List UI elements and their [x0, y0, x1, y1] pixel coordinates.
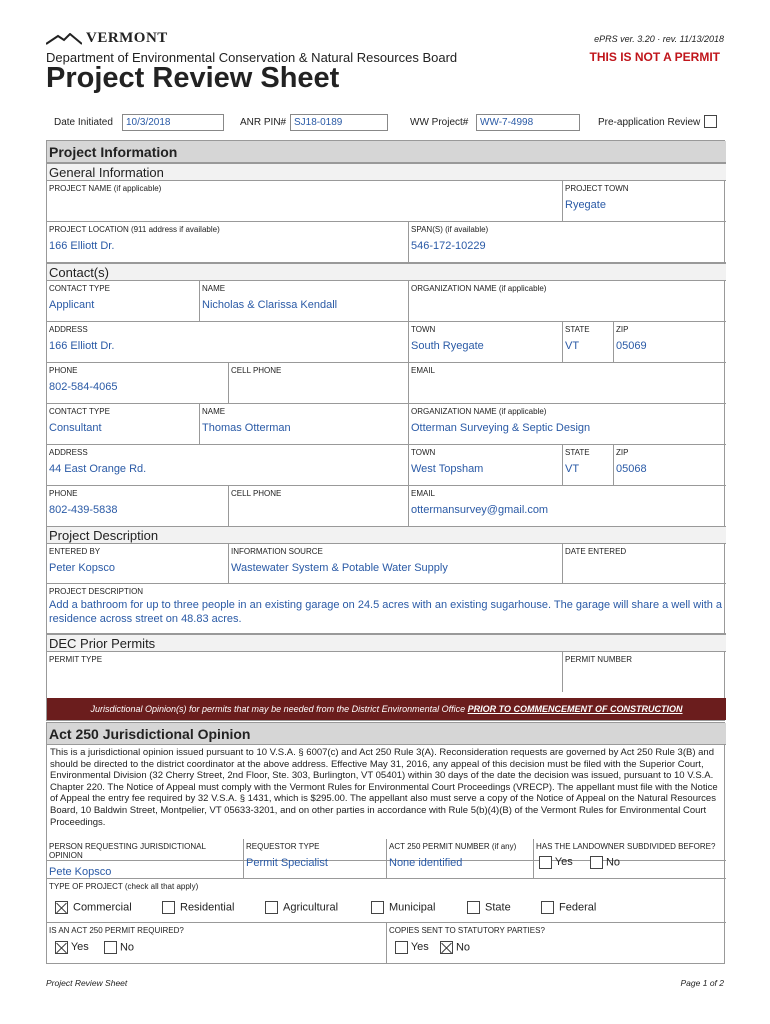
contact2-address-cell[interactable]: [47, 445, 409, 486]
project-name-value: [47, 193, 562, 199]
type-state-option[interactable]: [467, 901, 511, 914]
anr-pin-field[interactable]: SJ18-0189: [290, 114, 388, 131]
requester-type-value: Permit Specialist: [246, 857, 328, 869]
contact1-state-cell[interactable]: [563, 322, 614, 363]
logo-text: VERMONT: [85, 30, 168, 46]
project-town-value: Ryegate: [565, 199, 606, 211]
footer-left: Project Review Sheet: [46, 978, 128, 988]
banner-text: Jurisdictional Opinion(s) for permits that may be needed from the District Environmental Office: [90, 704, 468, 714]
contact1-email-cell[interactable]: [409, 363, 726, 404]
contact2-cell-cell[interactable]: [229, 486, 409, 527]
residential-label: Residential: [180, 901, 235, 914]
municipal-label: Municipal: [389, 901, 436, 914]
project-info-section: [46, 140, 725, 721]
act250-permit-number-label: ACT 250 PERMIT NUMBER (if any): [389, 842, 517, 851]
requester-value: Pete Kopsco: [49, 866, 112, 878]
contact-type-label: CONTACT TYPE: [49, 284, 110, 293]
federal-label: Federal: [559, 901, 597, 914]
requester-type-cell[interactable]: [244, 839, 387, 879]
info-source-label: INFORMATION SOURCE: [231, 547, 323, 556]
phone-label: PHONE: [49, 366, 78, 375]
act250-heading: Act 250 Jurisdictional Opinion: [49, 726, 251, 742]
contact2-zip: 05068: [616, 463, 647, 475]
contact1-address-cell[interactable]: [47, 322, 409, 363]
project-description-value: Add a bathroom for up to three people in an existing garage on 24.5 acres with an existing sugarhouse. The garage will share a well with a residence across street on 48.83 acres.: [49, 599, 723, 625]
contact2-email-cell[interactable]: [409, 486, 726, 527]
contact2-phone: 802-439-5838: [49, 504, 118, 516]
contact1-phone: 802-584-4065: [49, 381, 118, 393]
permit-required-cell: [47, 923, 387, 964]
contact1-zip-cell[interactable]: [614, 322, 726, 363]
requester-type-label: REQUESTOR TYPE: [246, 842, 320, 851]
contacts-heading: Contact(s): [47, 263, 726, 281]
contact-type-label: CONTACT TYPE: [49, 407, 110, 416]
date-initiated-field[interactable]: 10/3/2018: [122, 114, 224, 131]
subdivided-cell: [534, 839, 726, 879]
project-location-value: 166 Elliott Dr.: [49, 240, 115, 252]
state-label: STATE: [565, 448, 590, 457]
department-name: Department of Environmental Conservation & Natural Resources Board: [46, 50, 458, 65]
contact1-name: Nicholas & Clarissa Kendall: [202, 299, 338, 311]
state-checkbox[interactable]: [467, 901, 480, 914]
contact2-name: Thomas Otterman: [202, 422, 291, 434]
project-location-cell[interactable]: [47, 222, 409, 263]
span-label: SPAN(S) (if available): [411, 225, 489, 234]
subdivided-yes-label: Yes: [554, 856, 573, 869]
act250-paragraph: This is a jurisdictional opinion issued pursuant to 10 V.S.A. § 6007(c) and Act 250 Rule 3(A). Reconsideration requests are governed by Act 250 Rule 3(B) and should be directed to the district coordinator at the above address. Effective May 31, 2016, any appeal of this decision must be filed with the Superior Court, Environmental Division (32 Cherry Street, 2nd Floor, Ste. 303, Burlington, VT 05401) within 30 days of the date the decision was issued, pursuant to 10 V.S.A. Chapter 220. The Notice of Appeal must comply with the Vermont Rules for Environmental Court Proceedings (VRECP). The appellant must file with the Notice of Appeal the entry fee required by 32 V.S.A. § 1431, which is $295.00. The appellant also must serve a copy of the Notice of Appeal on the Natural Resources Board, 10 Baldwin Street, Montpelier, VT 05633-3201, and on other parties in accordance with Rule 5(b)(4)(B) of the Vermont Rules for Environmental Court Proceedings.: [50, 747, 718, 828]
type-commercial-option[interactable]: [55, 901, 132, 914]
contact2-org-cell[interactable]: [409, 404, 726, 445]
version-text: ePRS ver. 3.20 · rev. 11/13/2018: [594, 34, 724, 44]
commercial-checkbox[interactable]: [55, 901, 68, 914]
agricultural-label: Agricultural: [283, 901, 339, 914]
contact2-state-cell[interactable]: [563, 445, 614, 486]
subdivided-yes-checkbox[interactable]: [539, 856, 552, 869]
contact2-town-cell[interactable]: [409, 445, 563, 486]
phone-label: PHONE: [49, 489, 78, 498]
contact2-name-cell[interactable]: [200, 404, 409, 445]
entered-by-cell[interactable]: [47, 544, 229, 584]
town-label: TOWN: [411, 325, 436, 334]
jurisdictional-banner: [47, 698, 726, 720]
contact2-type-cell[interactable]: [47, 404, 200, 445]
commercial-label: Commercial: [73, 901, 132, 914]
type-federal-option[interactable]: [541, 901, 596, 914]
copies-sent-cell: [387, 923, 726, 964]
required-yes-checkbox[interactable]: [55, 941, 68, 954]
contact1-org: [409, 293, 726, 299]
act250-section: [46, 722, 725, 964]
type-municipal-option[interactable]: [371, 901, 435, 914]
copies-yes-checkbox[interactable]: [395, 941, 408, 954]
project-description-label: PROJECT DESCRIPTION: [49, 587, 144, 596]
municipal-checkbox[interactable]: [371, 901, 384, 914]
contact2-phone-cell[interactable]: [47, 486, 229, 527]
copies-no-label: No: [455, 941, 470, 954]
date-entered-label: DATE ENTERED: [565, 547, 627, 556]
contact1-cell: [229, 375, 408, 381]
email-label: EMAIL: [411, 366, 436, 375]
contact1-cell-cell[interactable]: [229, 363, 409, 404]
cell-phone-label: CELL PHONE: [231, 489, 282, 498]
cell-phone-label: CELL PHONE: [231, 366, 282, 375]
copies-sent-options: [387, 935, 726, 954]
contact2-state: VT: [565, 463, 580, 475]
required-no-label: No: [119, 941, 134, 954]
address-label: ADDRESS: [49, 325, 88, 334]
contact1-zip: 05069: [616, 340, 647, 352]
project-type-cell: [47, 879, 726, 923]
type-agricultural-option[interactable]: [265, 901, 338, 914]
required-yes-label: Yes: [70, 941, 89, 954]
info-source-cell[interactable]: [229, 544, 563, 584]
contact1-address: 166 Elliott Dr.: [49, 340, 115, 352]
contact2-address: 44 East Orange Rd.: [49, 463, 147, 475]
org-label: ORGANIZATION NAME (if applicable): [411, 284, 547, 293]
act250-permit-number-value: None identified: [389, 857, 463, 869]
project-name-cell[interactable]: [47, 181, 563, 222]
preapp-label: Pre-application Review: [598, 117, 701, 128]
act250-permit-number-cell[interactable]: [387, 839, 534, 879]
page-title: Project Review Sheet: [46, 62, 340, 94]
contact1-phone-cell[interactable]: [47, 363, 229, 404]
contact1-type-cell[interactable]: [47, 281, 200, 322]
contact1-state: VT: [565, 340, 580, 352]
contact1-email: [409, 375, 726, 381]
entered-by-value: Peter Kopsco: [49, 562, 116, 574]
state-type-label: State: [485, 901, 511, 914]
address-label: ADDRESS: [49, 448, 88, 457]
contact2-zip-cell[interactable]: [614, 445, 726, 486]
ww-project-field[interactable]: WW-7-4998: [476, 114, 580, 131]
name-label: NAME: [202, 407, 226, 416]
dec-permits-heading: DEC Prior Permits: [47, 634, 726, 652]
subdivided-no-label: No: [605, 856, 620, 869]
permit-type-cell[interactable]: [47, 652, 563, 692]
permit-type-label: PERMIT TYPE: [49, 655, 103, 664]
entered-by-label: ENTERED BY: [49, 547, 101, 556]
vermont-logo: [46, 30, 168, 47]
project-town-cell[interactable]: [563, 181, 726, 222]
subdivided-label: HAS THE LANDOWNER SUBDIVIDED BEFORE?: [536, 842, 716, 851]
not-permit-notice: THIS IS NOT A PERMIT: [589, 50, 720, 64]
town-label: TOWN: [411, 448, 436, 457]
date-initiated-label: Date Initiated: [54, 117, 113, 128]
project-description-cell[interactable]: [47, 584, 726, 634]
permit-required-label: IS AN ACT 250 PERMIT REQUIRED?: [49, 926, 184, 935]
permit-number-label: PERMIT NUMBER: [565, 655, 632, 664]
org-label: ORGANIZATION NAME (if applicable): [411, 407, 547, 416]
requester-label: PERSON REQUESTING JURISDICTIONAL OPINION: [49, 842, 206, 860]
residential-checkbox[interactable]: [162, 901, 175, 914]
preapp-checkbox[interactable]: [704, 115, 717, 128]
permit-required-options: [47, 935, 386, 954]
contact2-email: ottermansurvey@gmail.com: [411, 504, 549, 516]
copies-sent-label: COPIES SENT TO STATUTORY PARTIES?: [389, 926, 545, 935]
span-value: 546-172-10229: [411, 240, 486, 252]
agricultural-checkbox[interactable]: [265, 901, 278, 914]
permit-number-cell[interactable]: [563, 652, 726, 692]
general-info-heading: General Information: [47, 163, 726, 181]
contact2-town: West Topsham: [411, 463, 484, 475]
contact1-org-cell[interactable]: [409, 281, 726, 322]
act250-header: [47, 723, 726, 745]
zip-label: ZIP: [616, 448, 629, 457]
footer-page-number: Page 1 of 2: [680, 978, 724, 988]
project-name-label: PROJECT NAME (if applicable): [49, 184, 162, 193]
date-entered-value: [563, 556, 726, 562]
copies-yes-label: Yes: [410, 941, 429, 954]
contact2-type: Consultant: [49, 422, 102, 434]
type-residential-option[interactable]: [162, 901, 234, 914]
email-label: EMAIL: [411, 489, 436, 498]
banner-emphasis: PRIOR TO COMMENCEMENT OF CONSTRUCTION: [467, 704, 683, 714]
contact1-town-cell[interactable]: [409, 322, 563, 363]
anr-pin-label: ANR PIN#: [240, 117, 287, 128]
required-no-checkbox[interactable]: [104, 941, 117, 954]
copies-no-checkbox[interactable]: [440, 941, 453, 954]
header-fields-row: [46, 110, 725, 136]
project-location-label: PROJECT LOCATION (911 address if available): [49, 225, 220, 234]
project-description-heading: Project Description: [47, 526, 726, 544]
contact1-name-cell[interactable]: [200, 281, 409, 322]
project-info-heading: Project Information: [49, 144, 178, 160]
subdivided-options: [534, 851, 726, 869]
zip-label: ZIP: [616, 325, 629, 334]
mountain-logo-icon: [46, 33, 82, 45]
state-label: STATE: [565, 325, 590, 334]
federal-checkbox[interactable]: [541, 901, 554, 914]
contact1-town: South Ryegate: [411, 340, 484, 352]
ww-project-label: WW Project#: [410, 117, 469, 128]
project-type-label: TYPE OF PROJECT (check all that apply): [49, 882, 199, 891]
name-label: NAME: [202, 284, 226, 293]
span-cell[interactable]: [409, 222, 726, 263]
subdivided-no-checkbox[interactable]: [590, 856, 603, 869]
requester-cell[interactable]: [47, 839, 244, 879]
contact2-cell: [229, 498, 408, 504]
info-source-value: Wastewater System & Potable Water Supply: [231, 562, 448, 574]
contact1-type: Applicant: [49, 299, 95, 311]
date-entered-cell[interactable]: [563, 544, 726, 584]
project-town-label: PROJECT TOWN: [565, 184, 629, 193]
project-info-header: [47, 141, 726, 163]
contact2-org: Otterman Surveying & Septic Design: [411, 422, 591, 434]
